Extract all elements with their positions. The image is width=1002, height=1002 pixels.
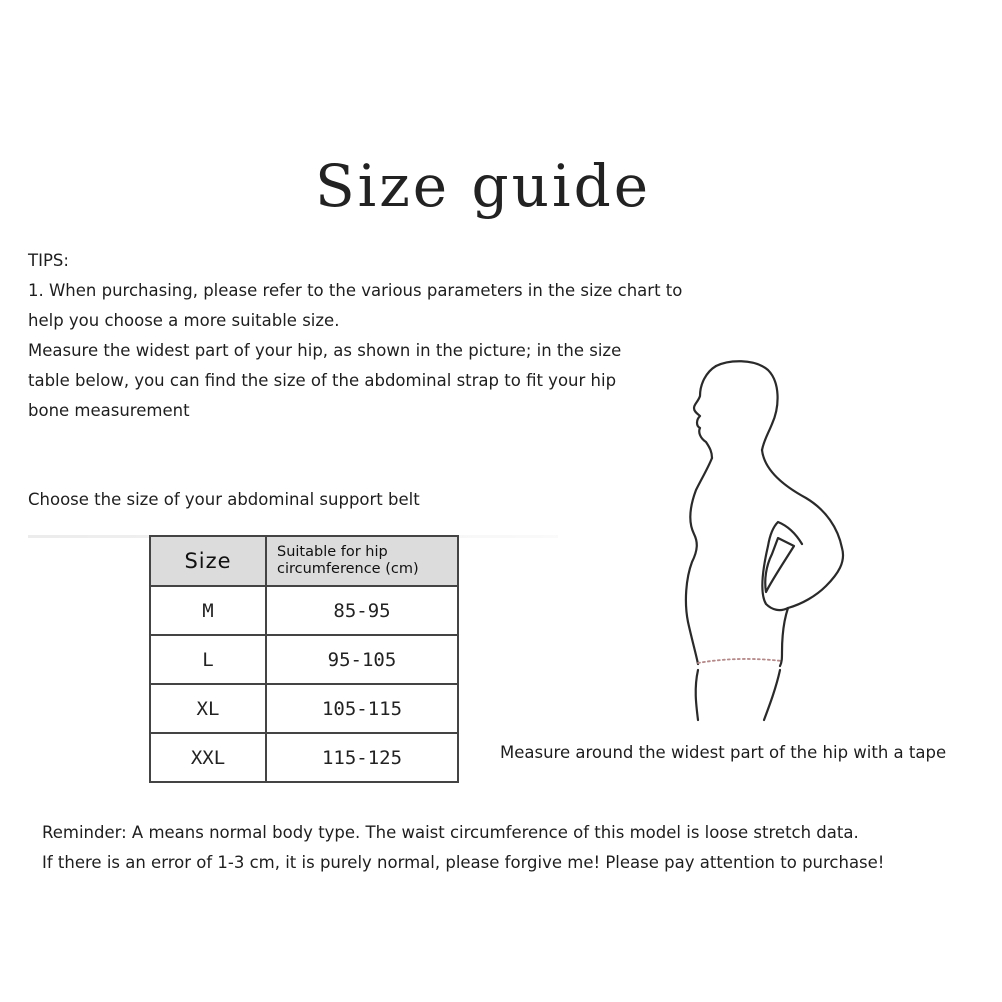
- hip-range-cell: 85-95: [266, 586, 458, 635]
- tips-line-1: 1. When purchasing, please refer to the various parameters in the size chart to: [28, 281, 683, 300]
- table-header-row: [150, 536, 458, 586]
- table-row: [150, 733, 458, 782]
- size-cell: XXL: [150, 733, 266, 782]
- hip-range-cell: 95-105: [266, 635, 458, 684]
- table-header-hip: Suitable for hip circumference (cm): [266, 536, 458, 586]
- tips-line-4: table below, you can find the size of the abdominal strap to fit your hip: [28, 371, 617, 390]
- figure-caption: Measure around the widest part of the hip with a tape: [500, 743, 947, 762]
- tips-heading: TIPS:: [28, 251, 69, 270]
- page-title: Size guide: [314, 152, 652, 220]
- tips-block: [28, 246, 728, 426]
- reminder-line-2: If there is an error of 1-3 cm, it is purely normal, please forgive me! Please pay attention to purchase!: [42, 853, 885, 872]
- hip-range-cell: 115-125: [266, 733, 458, 782]
- reminder-line-1: Reminder: A means normal body type. The waist circumference of this model is loose stretch data.: [42, 823, 859, 842]
- table-header-size: Size: [150, 536, 266, 586]
- size-cell: M: [150, 586, 266, 635]
- size-table: [149, 535, 459, 783]
- tips-line-2: help you choose a more suitable size.: [28, 311, 340, 330]
- size-cell: XL: [150, 684, 266, 733]
- choose-size-label: Choose the size of your abdominal support belt: [28, 490, 420, 509]
- table-row: [150, 635, 458, 684]
- table-row: [150, 586, 458, 635]
- tips-line-3: Measure the widest part of your hip, as shown in the picture; in the size: [28, 341, 622, 360]
- hip-measurement-figure-icon: [676, 358, 856, 732]
- reminder-block: [42, 818, 884, 878]
- tips-line-5: bone measurement: [28, 401, 190, 420]
- size-cell: L: [150, 635, 266, 684]
- hip-range-cell: 105-115: [266, 684, 458, 733]
- table-row: [150, 684, 458, 733]
